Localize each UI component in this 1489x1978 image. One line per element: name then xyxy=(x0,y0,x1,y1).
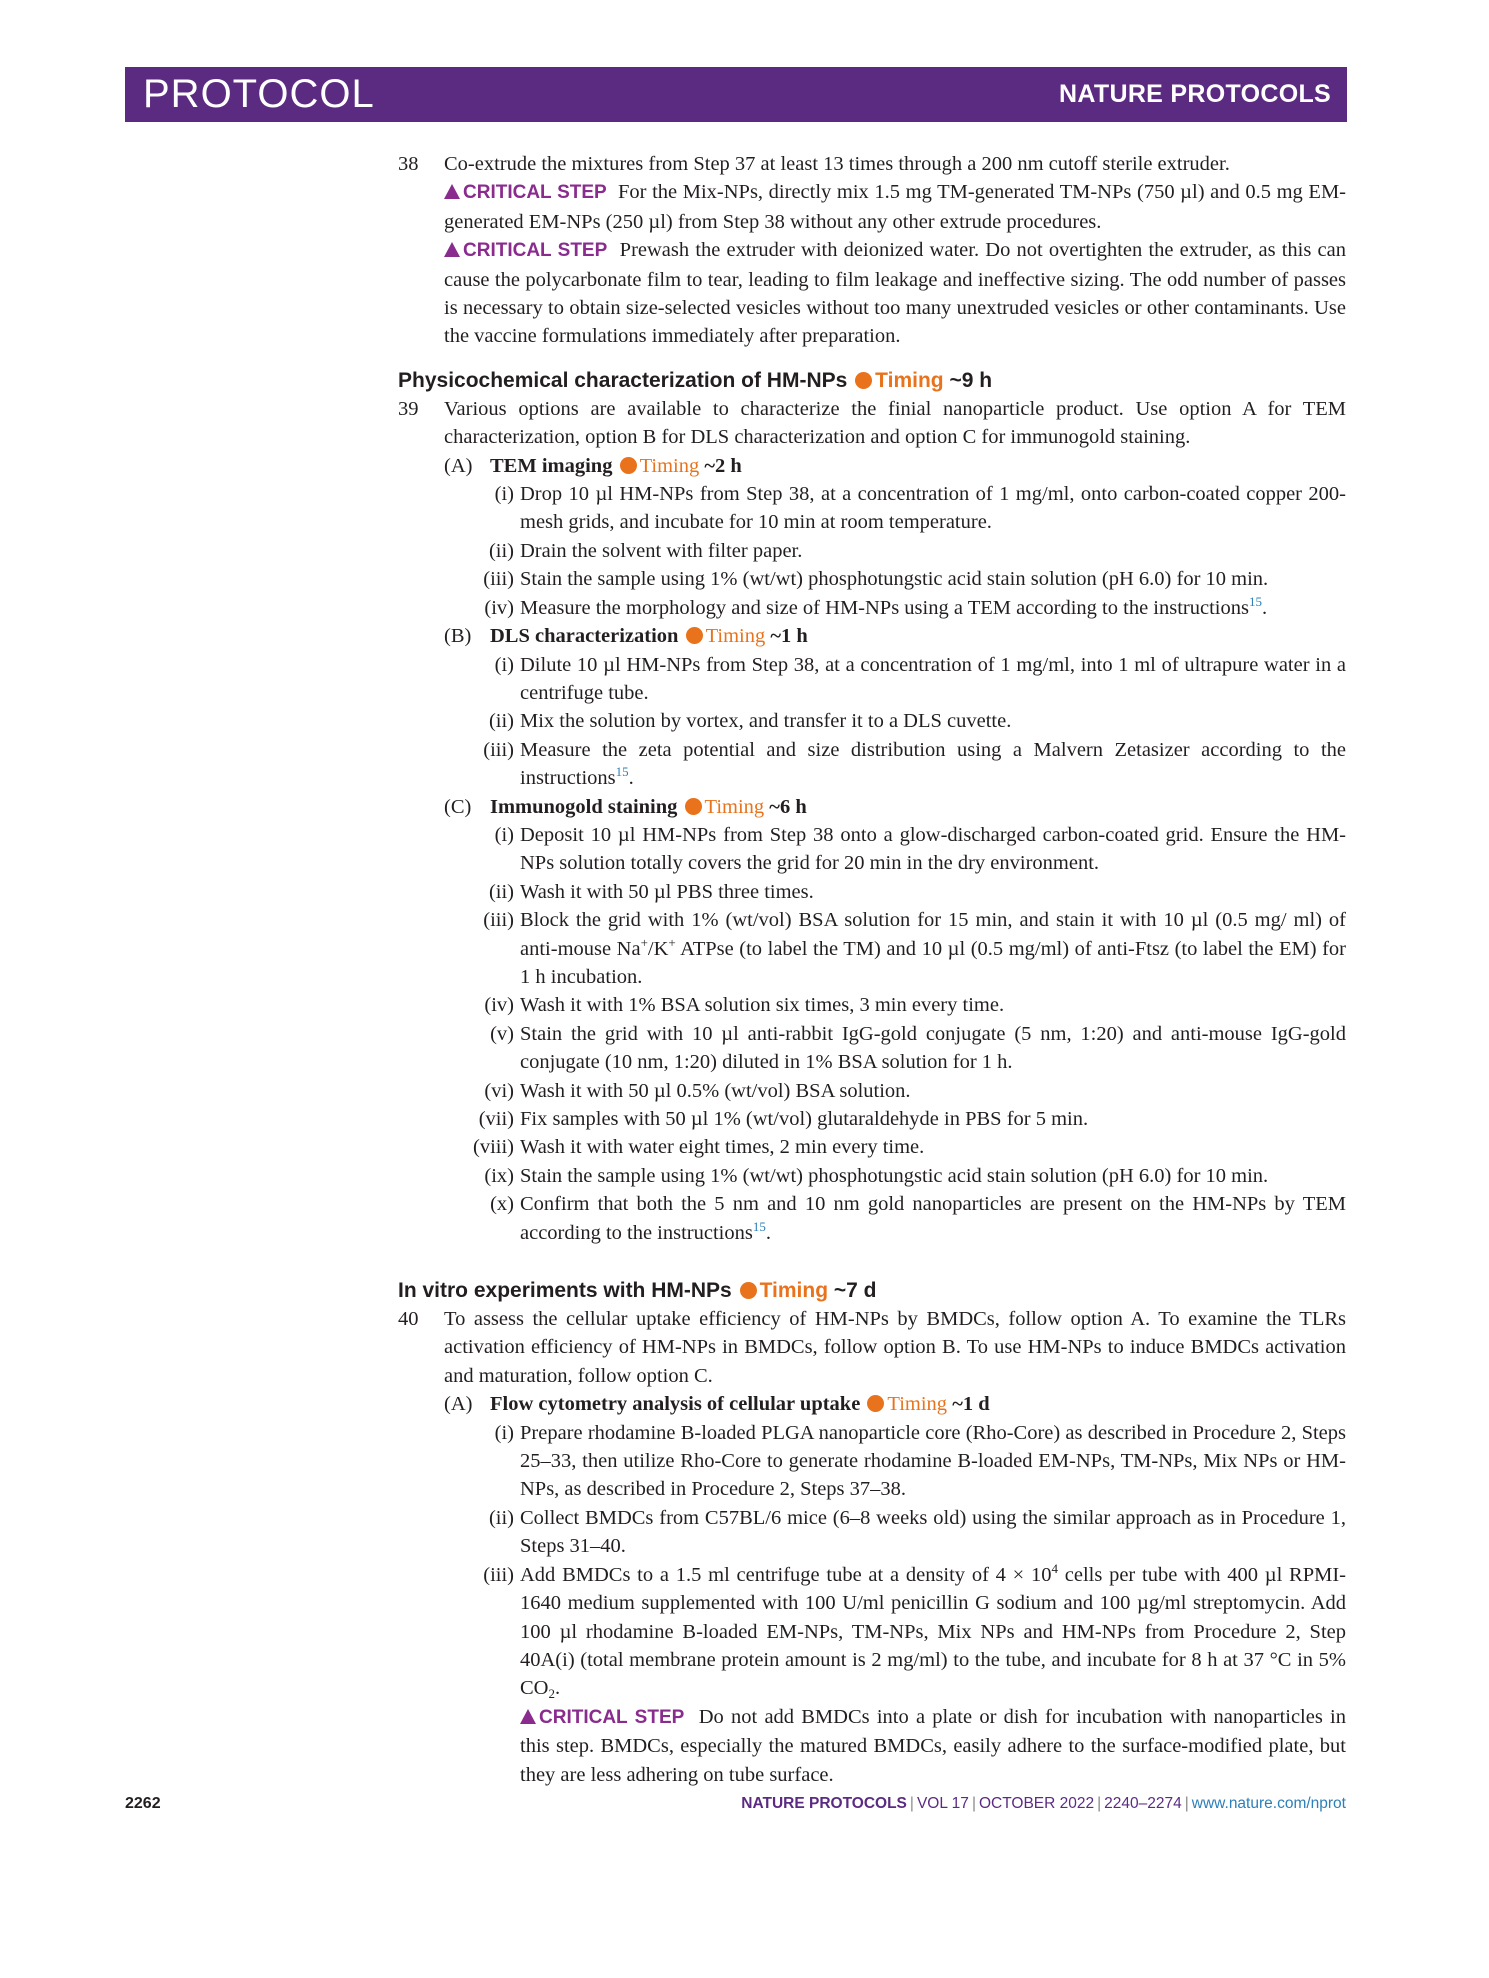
list-item: (vi) Wash it with 50 µl 0.5% (wt/vol) BSA solution. xyxy=(484,1079,911,1102)
step-text: Various options are available to characterize the finial nanoparticle product. Use option A for TEM characterization, option B for DLS characterization and option C for immunogold staining. xyxy=(444,397,1346,449)
timing-dot-icon xyxy=(740,1282,757,1299)
option-a: (A) TEM imaging Timing ~2 h xyxy=(444,452,1346,480)
timing-dot-icon xyxy=(620,457,637,474)
step-number: 39 xyxy=(398,397,419,420)
footer-citation: NATURE PROTOCOLS | VOL 17 | OCTOBER 2022 | 2240–2274 | www.nature.com/nprot xyxy=(741,1795,1346,1812)
list-item: (i) Prepare rhodamine B-loaded PLGA nanoparticle core (Rho-Core) as described in Procedure 2, Steps 25–33, then utilize Rho-Core to generate rhodamine B-loaded EM-NPs, TM-NPs, Mix NPs or HM-NPs, as described in Procedure 2, Steps 37–38. xyxy=(494,1421,1346,1501)
list-item: (i) Deposit 10 µl HM-NPs from Step 38 onto a glow-discharged carbon-coated grid. Ensure the HM-NPs solution totally covers the grid for 20 min in the dry environment. xyxy=(494,823,1346,875)
list-item: (iii) Block the grid with 1% (wt/vol) BSA solution for 15 min, and stain it with 10 µl (0.5 mg/ ml) of anti-mouse Na+/K+ ATPse (to label the TM) and 10 µl (0.5 mg/ml) of anti-Ftsz (to label the EM) for 1 h incubation. xyxy=(483,909,1346,988)
step-40 xyxy=(398,1305,1346,1789)
header-banner xyxy=(125,67,1347,122)
list-item: (i) Dilute 10 µl HM-NPs from Step 38, at a concentration of 1 mg/ml, into 1 ml of ultrapure water in a centrifuge tube. xyxy=(494,653,1346,704)
option-title: DLS characterization Timing ~1 h xyxy=(490,625,808,648)
list-item: (iii) Measure the zeta potential and size distribution using a Malvern Zetasizer according to the instructions$^{15}$. xyxy=(483,738,1346,790)
warning-triangle-icon xyxy=(520,1709,536,1724)
list-item: (ii) Mix the solution by vortex, and transfer it to a DLS cuvette. xyxy=(488,710,1012,733)
step-number: 40 xyxy=(398,1308,419,1331)
list-item: (iv) Measure the morphology and size of HM-NPs using a TEM according to the instructions$^{15}$. xyxy=(484,593,1268,619)
page-number: 2262 xyxy=(125,1795,161,1812)
critical-step-note: CRITICAL STEP Do not add BMDCs into a plate or dish for incubation with nanoparticles in this step. BMDCs, especially the matured BMDCs, easily adhere to the surface-modified plate, but they are less adhering on tube surface. xyxy=(520,1705,1346,1786)
section-heading: In vitro experiments with HM-NPs Timing ~7 d xyxy=(398,1279,877,1303)
warning-triangle-icon xyxy=(444,184,460,199)
list-item: (iv) Wash it with 1% BSA solution six times, 3 min every time. xyxy=(484,994,1005,1017)
list-item: (x) Confirm that both the 5 nm and 10 nm gold nanoparticles are present on the HM-NPs by TEM according to the instructions$^{15}$. xyxy=(490,1193,1346,1244)
timing-dot-icon xyxy=(855,372,872,389)
step-text: To assess the cellular uptake efficiency of HM-NPs by BMDCs, follow option A. To examine the TLRs activation efficiency of HM-NPs in BMDCs, follow option B. To use HM-NPs to induce BMDCs activation and maturation, follow option C. xyxy=(444,1308,1346,1387)
reference-link[interactable]: 15 xyxy=(1248,593,1262,609)
journal-url-link[interactable]: www.nature.com/nprot xyxy=(1191,1795,1346,1812)
journal-name: NATURE PROTOCOLS xyxy=(1059,80,1331,108)
critical-step-note: CRITICAL STEP Prewash the extruder with deionized water. Do not overtighten the extruder, as this can cause the polycarbonate film to tear, leading to film leakage and ineffective sizing. The odd number of passes is necessary to obtain size-selected vesicles without too many unextruded vesicles or other contaminants. Use the vaccine formulations immediately after preparation. xyxy=(444,239,1346,348)
list-item: (ii) Collect BMDCs from C57BL/6 mice (6–8 weeks old) using the similar approach as in Procedure 1, Steps 31–40. xyxy=(488,1506,1346,1558)
timing-dot-icon xyxy=(686,627,703,644)
reference-link[interactable]: 15 xyxy=(615,764,629,780)
step-39 xyxy=(398,395,1346,1247)
timing-dot-icon xyxy=(685,798,702,815)
timing-dot-icon xyxy=(867,1395,884,1412)
critical-step-note: CRITICAL STEP For the Mix-NPs, directly mix 1.5 mg TM-generated TM-NPs (750 µl) and 0.5 mg EM-generated EM-NPs (250 µl) from Step 38 without any other extrude procedures. xyxy=(444,181,1347,233)
step-number: 38 xyxy=(398,153,419,175)
list-item: (iii) Stain the sample using 1% (wt/wt) phosphotungstic acid stain solution (pH 6.0) for 10 min. xyxy=(483,568,1269,591)
option-a: (A) Flow cytometry analysis of cellular uptake Timing ~1 d xyxy=(444,1390,1346,1418)
list-item: (viii) Wash it with water eight times, 2 min every time. xyxy=(473,1136,925,1159)
step-text: Co-extrude the mixtures from Step 37 at least 13 times through a 200 nm cutoff sterile extruder. xyxy=(444,153,1230,175)
reference-link[interactable]: 15 xyxy=(752,1218,766,1234)
section-label: PROTOCOL xyxy=(143,72,375,116)
list-item: (vii) Fix samples with 50 µl 1% (wt/vol) glutaraldehyde in PBS for 5 min. xyxy=(478,1108,1089,1130)
step-38 xyxy=(398,150,1346,351)
list-item: (ii) Wash it with 50 µl PBS three times. xyxy=(488,880,814,903)
main-content xyxy=(398,150,1346,1789)
list-item: (iii) Add BMDCs to a 1.5 ml centrifuge tube at a density of $4 \times 10^4$ cells per tube with 400 µl RPMI-1640 medium supplemented with 100 U/ml penicillin G sodium and 100 µg/ml streptomycin. Add 100 µl rhodamine B-loaded EM-NPs, TM-NPs, Mix NPs and HM-NPs from Procedure 2, Step 40A(i) (total membrane protein amount is 2 mg/ml) to the tube, and incubate for 8 h at 37 °C in 5% $CO_2$. CRITICAL STEP Do not add BMDCs into a plate or dish for incubation with nanoparticles in this step. BMDCs, especially the matured BMDCs, easily adhere to the surface-modified plate, but they are less adhering on tube surface. xyxy=(444,1561,1346,1789)
option-title: Immunogold staining Timing ~6 h xyxy=(490,795,807,818)
list-item: (i) Drop 10 µl HM-NPs from Step 38, at a concentration of 1 mg/ml, onto carbon-coated copper 200-mesh grids, and incubate for 10 min at room temperature. xyxy=(494,483,1346,534)
option-title: Flow cytometry analysis of cellular uptake Timing ~1 d xyxy=(490,1393,990,1416)
option-title: TEM imaging Timing ~2 h xyxy=(490,454,742,477)
list-item: (ii) Drain the solvent with filter paper. xyxy=(488,539,803,562)
section-heading: Physicochemical characterization of HM-NPs Timing ~9 h xyxy=(398,368,993,392)
warning-triangle-icon xyxy=(444,242,460,257)
list-item: (v) Stain the grid with 10 µl anti-rabbit IgG-gold conjugate (5 nm, 1:20) and anti-mouse IgG-gold conjugate (10 nm, 1:20) diluted in 1% BSA solution for 1 h. xyxy=(490,1022,1346,1074)
option-b: (B) DLS characterization Timing ~1 h xyxy=(444,622,1346,650)
list-item: (ix) Stain the sample using 1% (wt/wt) phosphotungstic acid stain solution (pH 6.0) for 10 min. xyxy=(484,1164,1269,1187)
option-c: (C) Immunogold staining Timing ~6 h xyxy=(444,793,1346,821)
